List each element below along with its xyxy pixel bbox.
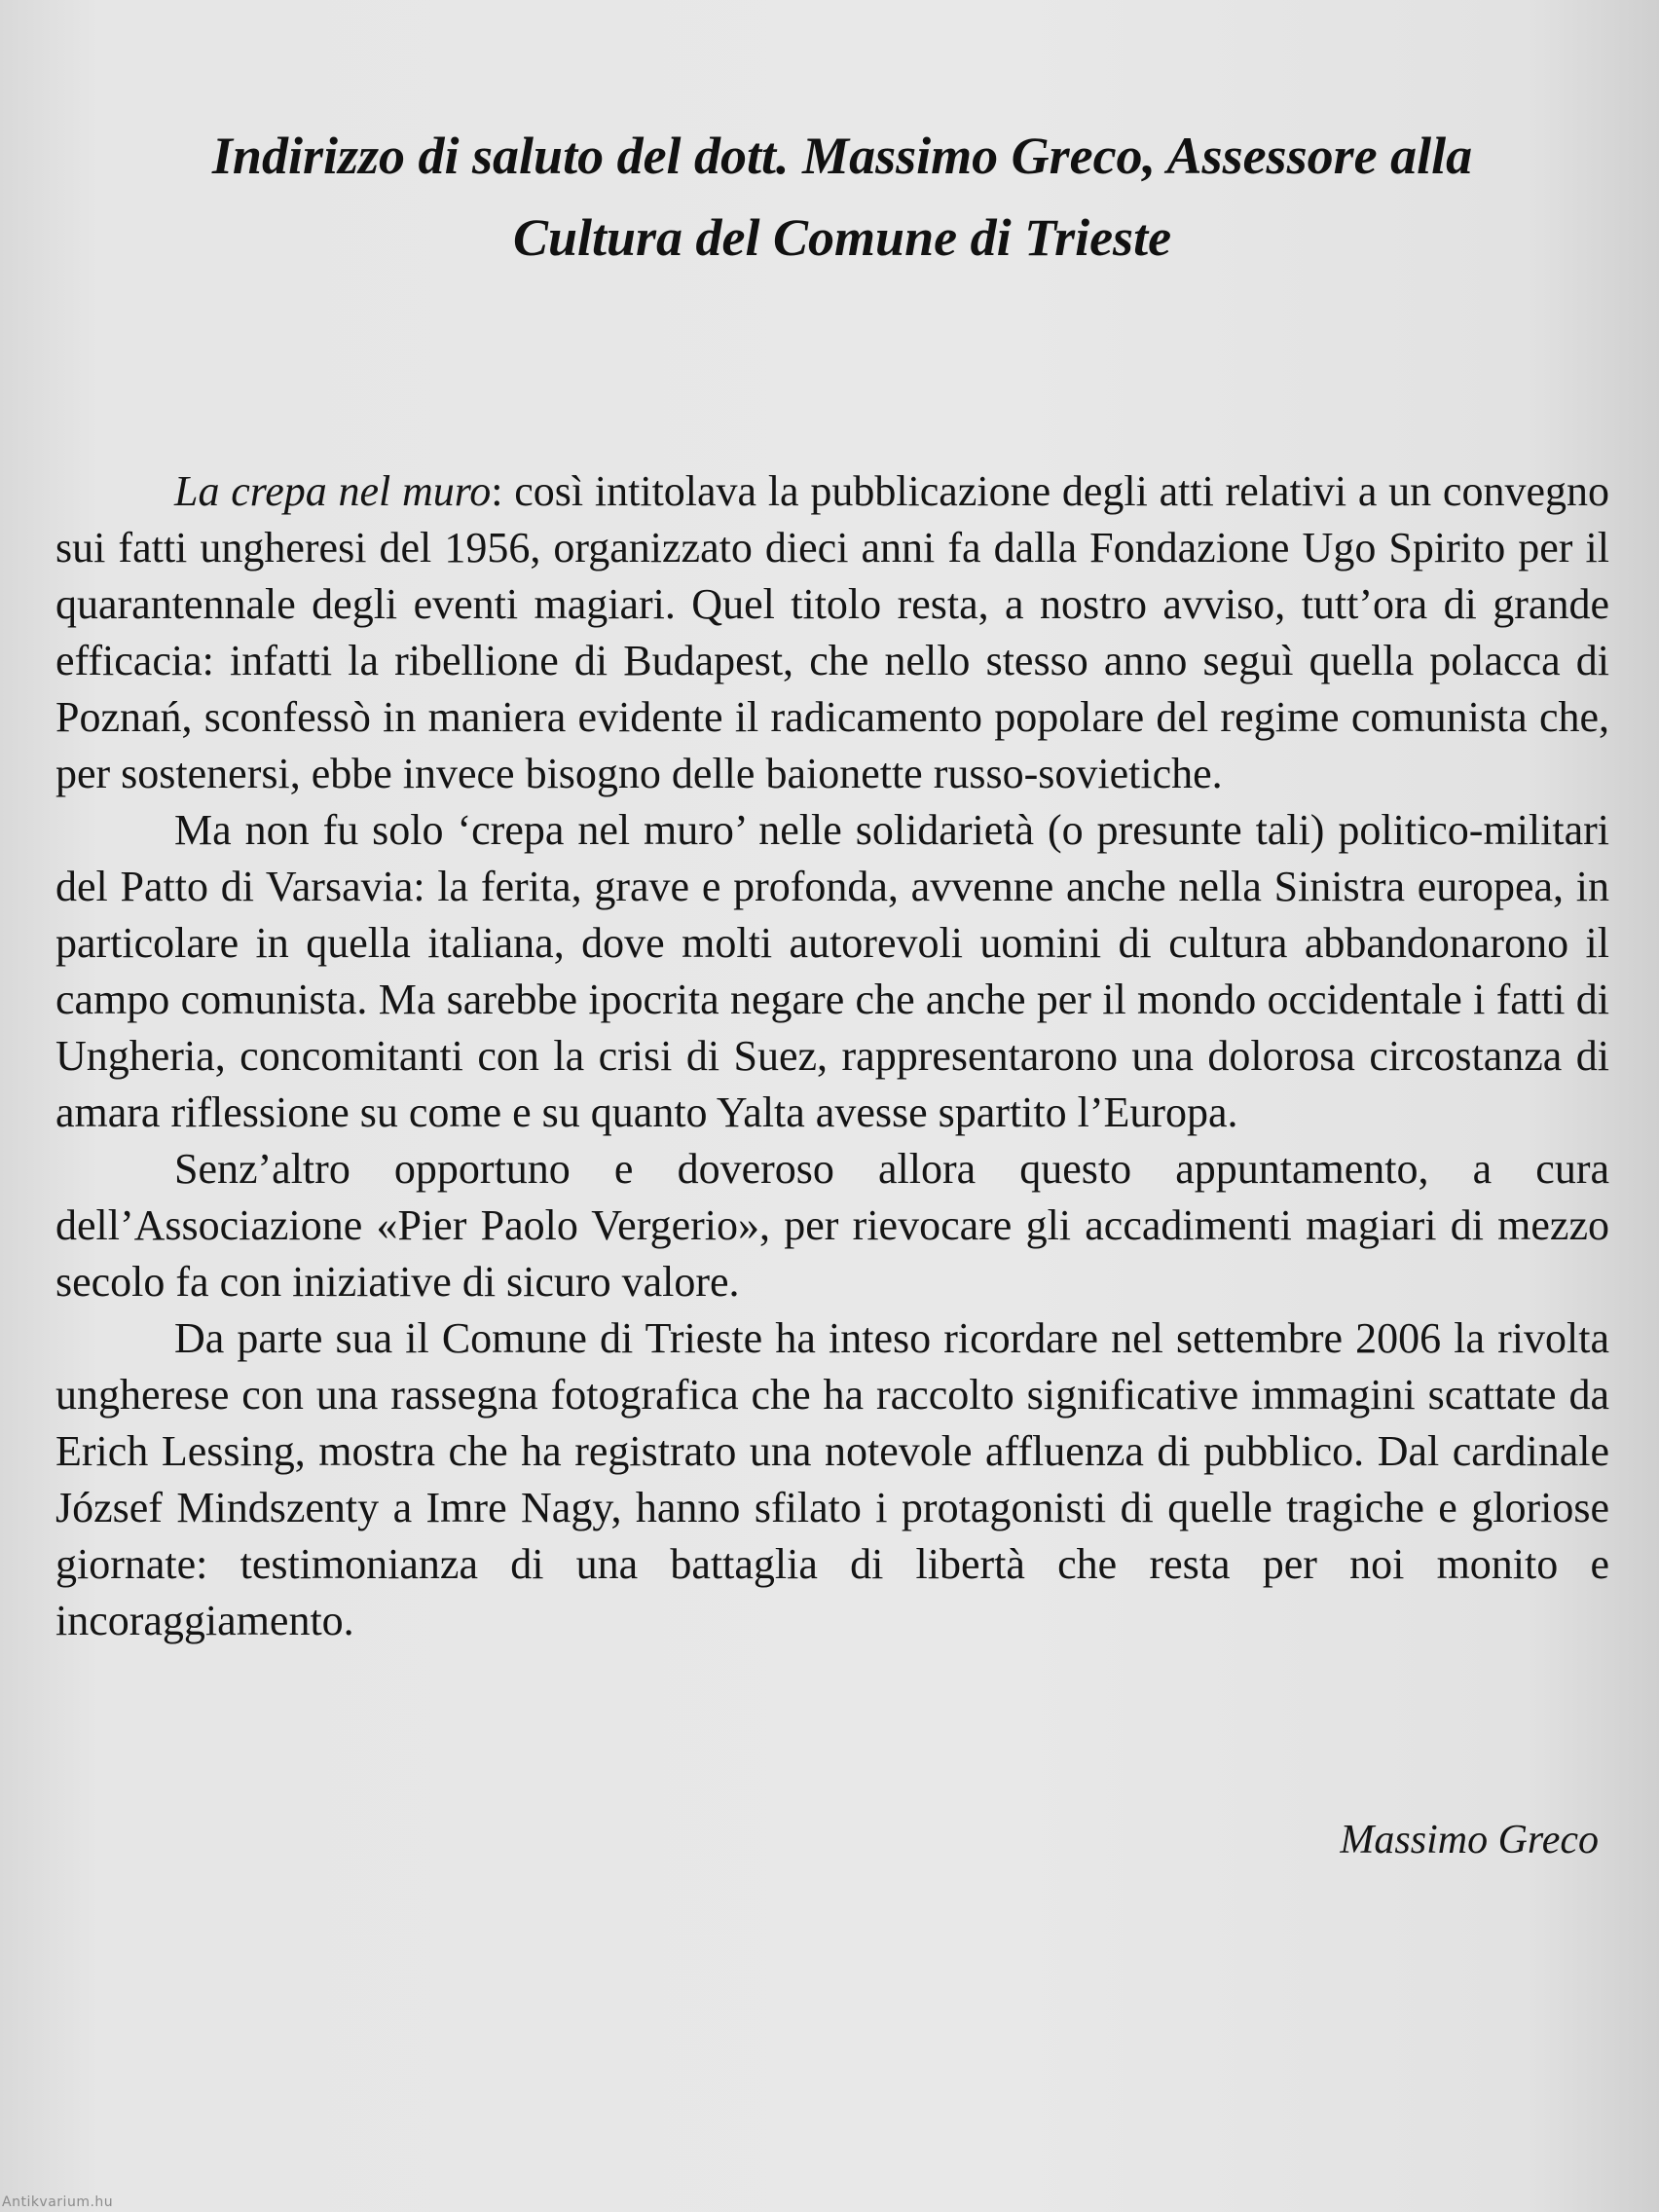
- paragraph-3: Senz’altro opportuno e doveroso allora questo appuntamento, a cura dell’Associazione «Pier Paolo Vergerio», per rievocare gli accadimenti magiari di mezzo secolo fa con iniziative di sicuro valore.: [55, 1145, 1609, 1306]
- title-line-2: Cultura del Comune di Trieste: [512, 208, 1172, 267]
- paragraph-1-italic-lead: La crepa nel muro: [174, 467, 492, 515]
- paragraph-1: [55, 463, 1609, 802]
- paragraph-1-text: : così intitolava la pubblicazione degli atti relativi a un convegno sui fatti ungheresi del 1956, organizzato dieci anni fa dalla Fondazione Ugo Spirito per il quarantennale degli eventi magiari. Quel titolo resta, a nostro avviso, tutt’ora di grande efficacia: infatti la ribellione di Budapest, che nello stesso anno seguì quella polacca di Poznań, sconfessò in maniera evidente il radicamento popolare del regime comunista che, per sostenersi, ebbe invece bisogno delle baionette russo-sovietiche.: [55, 467, 1609, 797]
- paragraph-4: Da parte sua il Comune di Trieste ha inteso ricordare nel settembre 2006 la rivolta ungherese con una rassegna fotografica che ha raccolto significative immagini scattate da Erich Lessing, mostra che ha registrato una notevole affluenza di pubblico. Dal cardinale József Mindszenty a Imre Nagy, hanno sfilato i protagonisti di quelle tragiche e gloriose giornate: testimonianza di una battaglia di libertà che resta per noi monito e incoraggiamento.: [55, 1314, 1609, 1644]
- page-title: [78, 115, 1606, 278]
- paragraph-2: Ma non fu solo ‘crepa nel muro’ nelle solidarietà (o presunte tali) politico-militari del Patto di Varsavia: la ferita, grave e profonda, avvenne anche nella Sinistra europea, in particolare in quella italiana, dove molti autorevoli uomini di cultura abbandonarono il campo comunista. Ma sarebbe ipocrita negare che anche per il mondo occidentale i fatti di Ungheria, concomitanti con la crisi di Suez, rappresentarono una dolorosa circostanza di amara riflessione su come e su quanto Yalta avesse spartito l’Europa.: [55, 806, 1609, 1136]
- title-line-1: Indirizzo di saluto del dott. Massimo Greco, Assessore alla: [211, 127, 1473, 185]
- signature: Massimo Greco: [1340, 1818, 1599, 1862]
- watermark: Antikvarium.hu: [2, 2194, 114, 2210]
- body-text: [55, 463, 1609, 1649]
